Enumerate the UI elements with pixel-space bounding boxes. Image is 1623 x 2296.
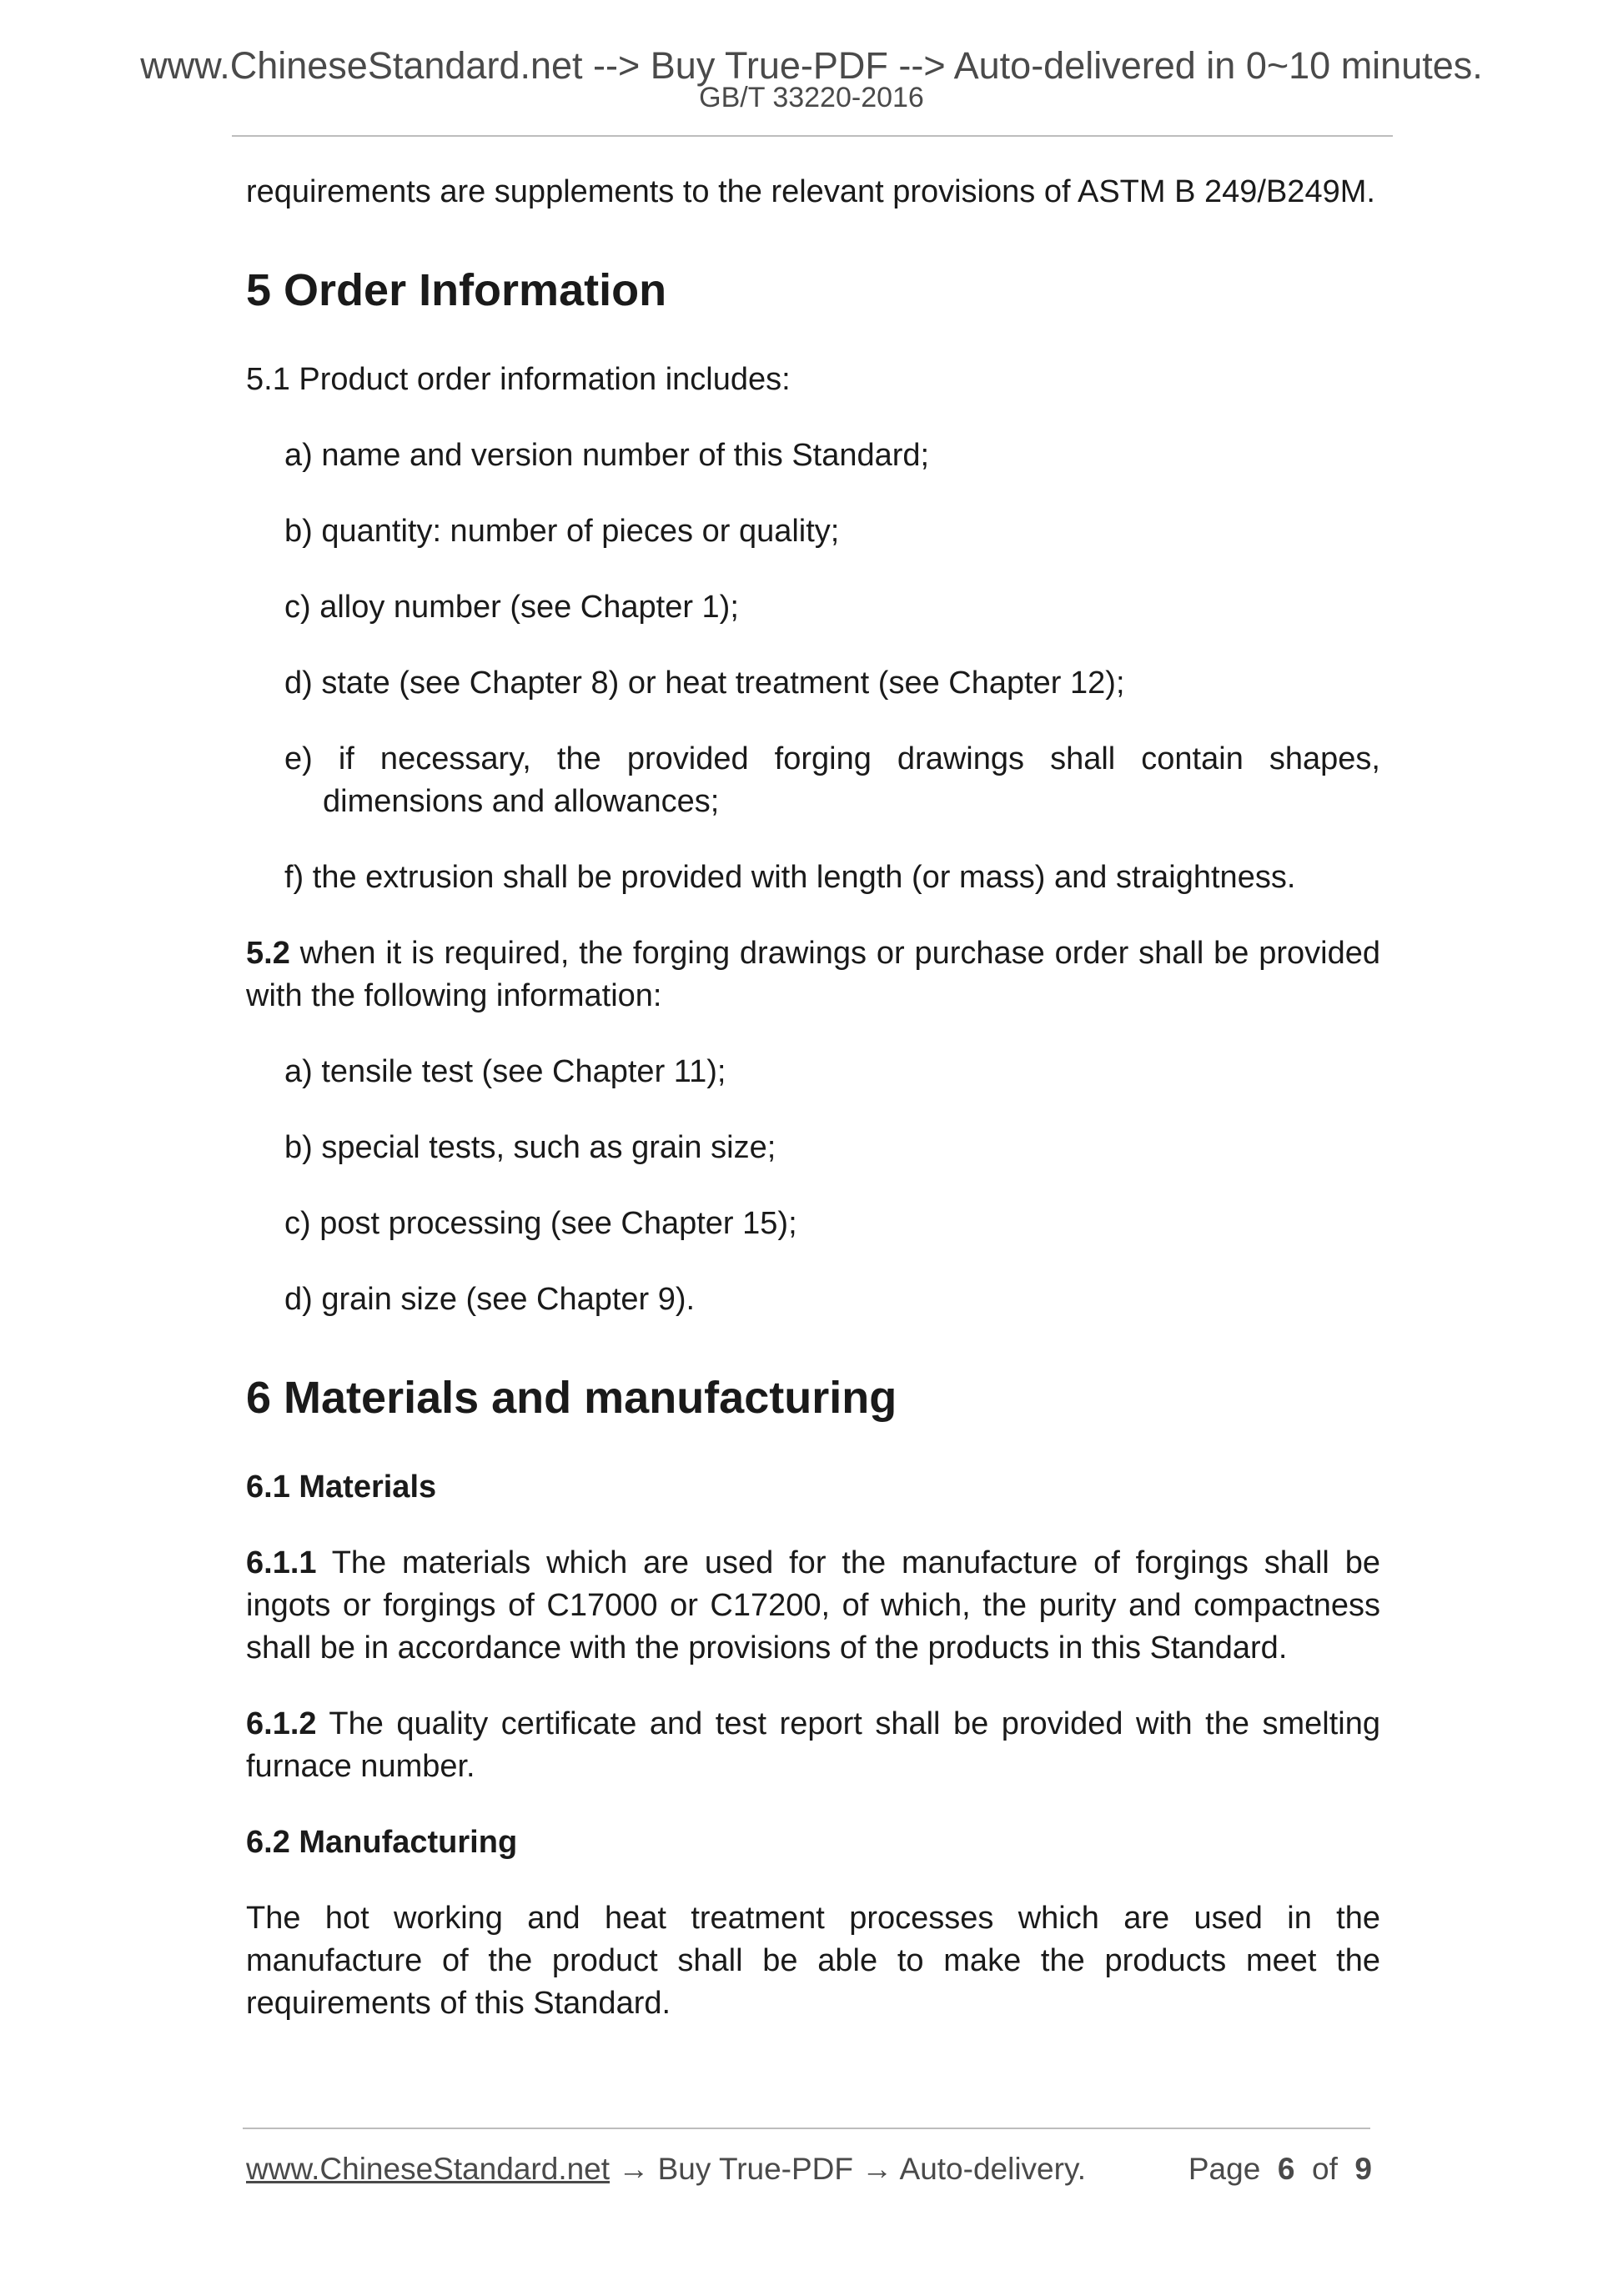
clause-number: 6.1.1 <box>246 1545 317 1580</box>
clause-5-1-item: d) state (see Chapter 8) or heat treatment (see Chapter 12); <box>284 666 1125 701</box>
intro-paragraph: requirements are supplements to the relevant provisions of ASTM B 249/B249M. <box>246 174 1375 209</box>
footer-delivery-text: → Buy True-PDF → Auto-delivery. <box>610 2152 1086 2186</box>
header-divider <box>232 135 1393 137</box>
clause-5-1-item: c) alloy number (see Chapter 1); <box>284 590 739 625</box>
clause-5-1-item: e) if necessary, the provided forging drawings shall contain shapes, dimensions and allowances; <box>284 741 1380 819</box>
clause-text: The quality certificate and test report shall be provided with the smelting furnace number. <box>246 1706 1380 1784</box>
footer-links <box>246 2150 1086 2188</box>
document-number: GB/T 33220-2016 <box>699 82 924 113</box>
clause-6-2-text: The hot working and heat treatment processes which are used in the manufacture of the product shall be able to make the products meet the requirements of this Standard. <box>246 1901 1380 2021</box>
page-content <box>246 171 1380 2058</box>
clause-5-2-item: b) special tests, such as grain size; <box>284 1130 776 1165</box>
footer-site-link[interactable]: www.ChineseStandard.net <box>246 2152 611 2186</box>
clause-5-2 <box>246 932 1380 1017</box>
clause-5-1-item: b) quantity: number of pieces or quality; <box>284 514 840 549</box>
section-5-heading: 5 Order Information <box>246 265 667 315</box>
of-word: of <box>1312 2152 1338 2186</box>
clause-5-1: 5.1 Product order information includes: <box>246 362 791 397</box>
page-word: Page <box>1188 2152 1261 2186</box>
clause-text: The materials which are used for the manufacture of forgings shall be ingots or forgings of C17000 or C17200, of which, the purity and compactness shall be in accordance with the provisions of the products in this Standard. <box>246 1545 1380 1665</box>
clause-6-1-heading: 6.1 Materials <box>246 1470 437 1505</box>
clause-5-1-item: f) the extrusion shall be provided with length (or mass) and straightness. <box>284 860 1296 895</box>
section-6-heading: 6 Materials and manufacturing <box>246 1373 897 1423</box>
page-total: 9 <box>1354 2152 1372 2186</box>
page-current: 6 <box>1277 2152 1295 2186</box>
footer-divider <box>243 2128 1370 2129</box>
page-indicator <box>1188 2150 1372 2188</box>
clause-5-2-item: a) tensile test (see Chapter 11); <box>284 1054 726 1089</box>
header-banner[interactable]: www.ChineseStandard.net --> Buy True-PDF --> Auto-delivered in 0~10 minutes. <box>140 44 1483 87</box>
clause-6-1-2 <box>246 1703 1380 1788</box>
clause-5-2-item: c) post processing (see Chapter 15); <box>284 1206 797 1241</box>
clause-text: when it is required, the forging drawings or purchase order shall be provided with the following information: <box>246 936 1380 1013</box>
clause-5-2-item: d) grain size (see Chapter 9). <box>284 1282 696 1317</box>
clause-6-2-heading: 6.2 Manufacturing <box>246 1825 518 1860</box>
clause-number: 6.1.2 <box>246 1706 317 1741</box>
clause-5-1-item: a) name and version number of this Standard; <box>284 438 930 473</box>
clause-number: 5.2 <box>246 936 290 971</box>
clause-6-1-1 <box>246 1542 1380 1670</box>
